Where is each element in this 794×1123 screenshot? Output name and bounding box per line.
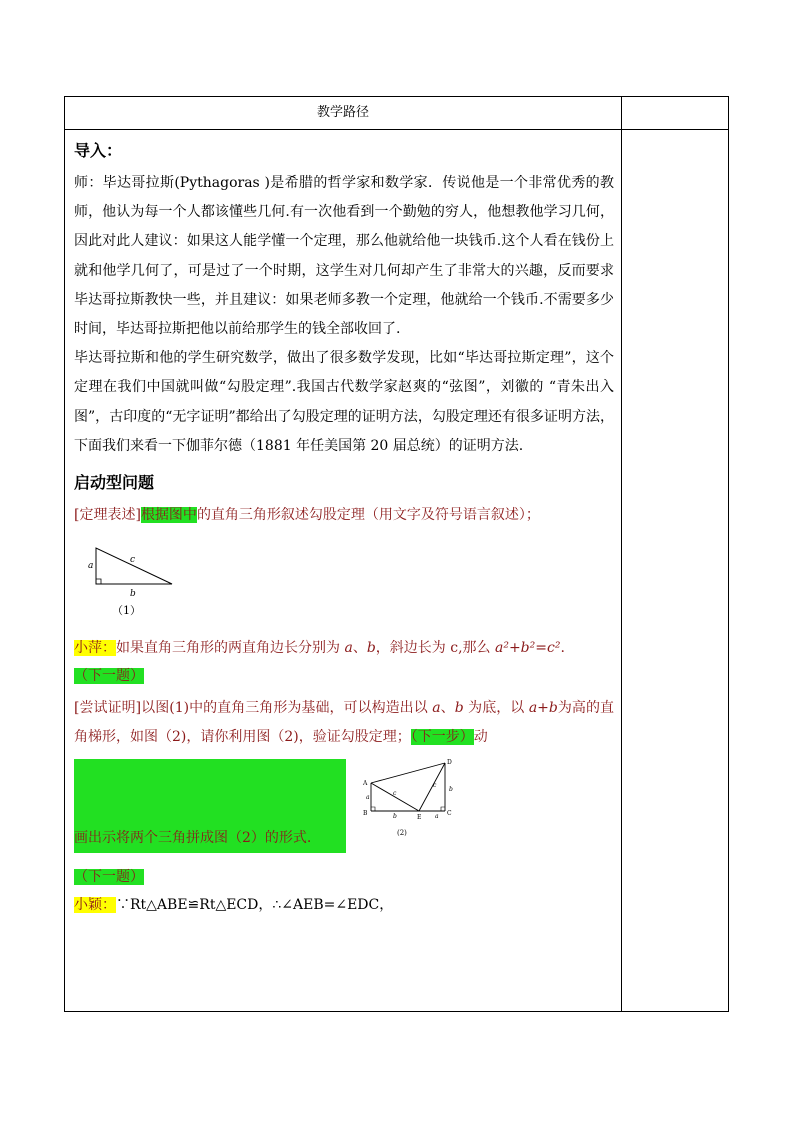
- answer-1-var-b: b: [366, 640, 376, 657]
- animation-caption: 画出示将两个三角拼成图（2）的形式.: [74, 829, 312, 846]
- label-a: a: [88, 561, 94, 572]
- right-angle-C: [441, 807, 445, 811]
- label-a-left: a: [366, 793, 370, 801]
- answer-1-sep: 、: [352, 640, 367, 657]
- triangle-shape: [96, 548, 172, 584]
- next-question-row-1: [74, 662, 614, 690]
- question-2-sep: 、: [440, 700, 455, 717]
- answer-2: [74, 891, 614, 919]
- figure-2-row: [74, 757, 614, 857]
- lesson-table: [64, 96, 729, 1012]
- edge-AD: [371, 763, 445, 783]
- answer-1-var-a: a: [344, 640, 353, 657]
- question-2-var-apb: a+b: [528, 700, 558, 717]
- edge-ED: [419, 763, 445, 811]
- question-1-highlight: 根据图中: [140, 507, 197, 524]
- answer-1-formula: a²+b²=c²: [494, 640, 561, 657]
- label-b-bottom: b: [393, 812, 397, 820]
- question-2: [74, 694, 614, 752]
- figure-1-caption: （1）: [112, 604, 141, 618]
- answer-1-text: 如果直角三角形的两直角边长分别为: [116, 640, 345, 657]
- label-b: b: [130, 589, 136, 600]
- answer-2-name: 小颖：: [74, 896, 116, 913]
- figure-1: [74, 534, 614, 634]
- right-angle-B: [371, 807, 375, 811]
- trapezoid-diagram: [357, 757, 467, 845]
- next-question-row-2: [74, 863, 614, 891]
- label-A: A: [363, 779, 368, 787]
- answer-1-name: 小萍：: [74, 640, 116, 657]
- question-1-tag: [定理表述]: [74, 507, 141, 524]
- question-2-var-a: a: [432, 700, 441, 717]
- label-E: E: [417, 813, 422, 821]
- lesson-content: [74, 137, 614, 919]
- column-divider: [621, 97, 622, 1011]
- right-angle-mark: [96, 579, 101, 584]
- next-question-button-1[interactable]: （下一题）: [74, 668, 144, 685]
- next-step-button[interactable]: （下一步）: [410, 729, 474, 746]
- label-C: C: [447, 809, 452, 817]
- answer-2-text: ∵Rt△ABE≌Rt△ECD，∴∠AEB=∠EDC，: [116, 896, 394, 913]
- label-b-right: b: [449, 785, 453, 793]
- label-c-right: c: [433, 781, 437, 789]
- answer-1-mid: ，斜边长为 c,那么: [375, 640, 495, 657]
- question-1: [74, 501, 614, 530]
- header-divider: [65, 129, 728, 130]
- edge-AE: [371, 783, 419, 811]
- table-header-title: 教学路径: [316, 105, 369, 120]
- label-c-mid: c: [393, 789, 397, 797]
- intro-paragraph-2: 毕达哥拉斯和他的学生研究数学，做出了很多数学发现，比如“毕达哥拉斯定理”，这个定理在我们中国就叫做“勾股定理”.我国古代数学家赵爽的“弦图”，刘徽的 “青朱出入图”，古印度的“无字证明”都给出了勾股定理的证明方法，勾股定理还有很多证明方法，下面我们来看一下伽菲尔德（1881 年任美国第 20 届总统）的证明方法.: [74, 350, 614, 454]
- question-2-text-2: 为底，以: [463, 700, 529, 717]
- question-2-var-b: b: [454, 700, 464, 717]
- label-B: B: [363, 809, 368, 817]
- next-question-button-2[interactable]: （下一题）: [74, 868, 144, 885]
- question-2-text-3: 为高的直角梯形，如图（2)，请你利用图（2)，验证勾股定理；: [74, 700, 615, 746]
- section-heading: 启动型问题: [74, 473, 155, 493]
- label-c: c: [130, 555, 136, 566]
- label-a-bottom: a: [435, 812, 439, 820]
- answer-1-end: .: [560, 640, 565, 657]
- question-1-text: 的直角三角形叙述勾股定理（用文字及符号语言叙述）；: [196, 507, 540, 524]
- question-2-tag: [尝试证明]: [74, 700, 142, 717]
- right-triangle-diagram: [86, 538, 206, 628]
- figure-2-caption: (2): [397, 828, 407, 837]
- answer-1: [74, 634, 614, 662]
- question-2-tail: 动: [473, 729, 488, 746]
- intro-heading: 导入：: [74, 141, 123, 160]
- question-2-text-1: 以图(1)中的直角三角形为基础，可以构造出以: [141, 700, 433, 717]
- intro-paragraph-1: 师：毕达哥拉斯(Pythagoras )是希腊的哲学家和数学家．传说他是一个非常优秀的教师，他认为每一个人都该懂些几何.有一次他看到一个勤勉的穷人，他想教他学习几何，因此对此人建议：如果这人能学懂一个定理，那么他就给他一块钱币.这个人看在钱份上就和他学几何了，可是过了一个时期，这学生对几何却产生了非常大的兴趣，反而要求毕达哥拉斯教快一些，并且建议：如果老师多教一个定理，他就给一个钱币.不需要多少时间，毕达哥拉斯把他以前给那学生的钱全部收回了.: [74, 175, 614, 338]
- label-D: D: [447, 758, 452, 766]
